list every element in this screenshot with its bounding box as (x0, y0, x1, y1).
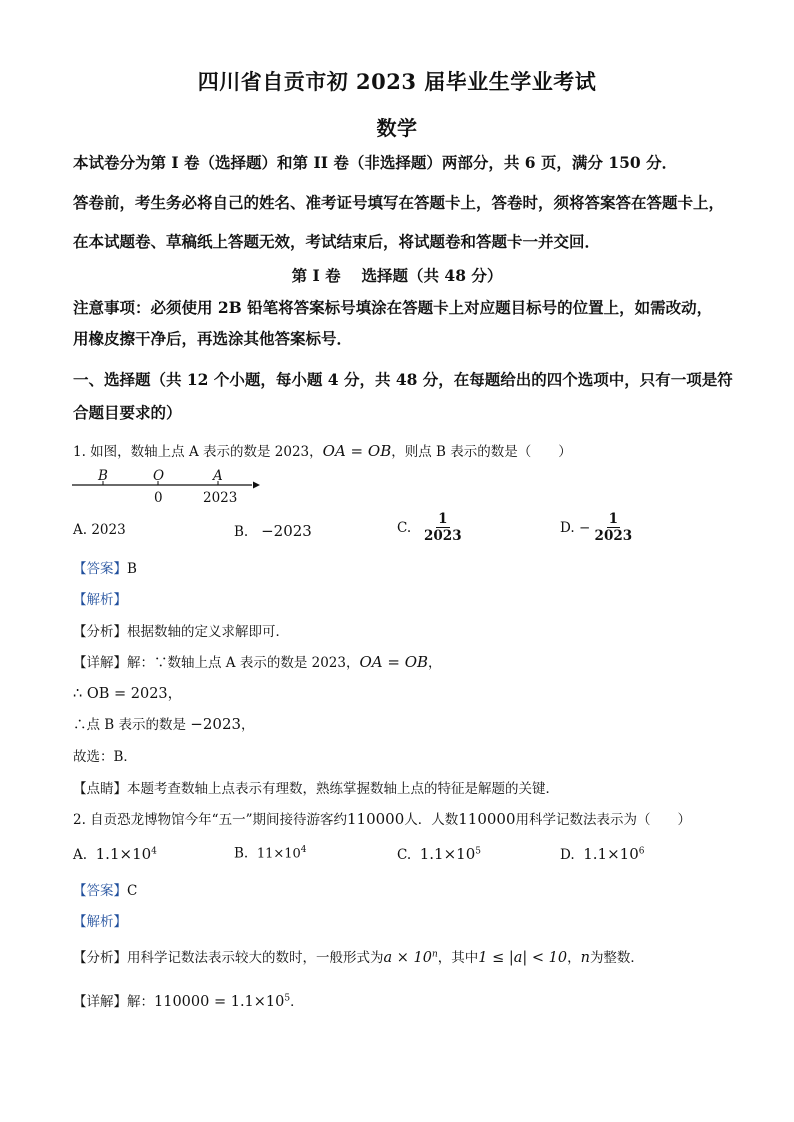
q1-option-c-denominator: 2023 (424, 528, 462, 544)
q2-option-a (73, 845, 157, 863)
q2-xiangjie-tag: 【详解】 (73, 994, 127, 1010)
q1-option-a-value: 2023 (91, 522, 126, 538)
q1-option-c-label: C. (397, 520, 412, 536)
q1-option-b-label: B. (234, 524, 249, 540)
q1-option-c-numerator: 1 (438, 511, 448, 527)
q1-step-1: ∴ OB = 2023， (73, 686, 183, 702)
q2-answer-tag: 【答案】 (73, 883, 127, 899)
q1-xiangjie-text: 解：∵数轴上点 A 表示的数是 2023， (127, 655, 360, 671)
q1-option-d-sign: − (578, 520, 591, 536)
q2-fenxi-math-1: a × 10 (383, 950, 432, 966)
q2-option-a-exponent: 4 (151, 846, 157, 857)
q1-step-2-text: ∴点 B 表示的数是 (73, 717, 191, 733)
q1-step-2-end: ， (241, 717, 255, 733)
q1-option-d-denominator: 2023 (594, 528, 633, 544)
q1-choose: 故选：B． (73, 749, 137, 765)
tick-label-2023: 2023 (203, 490, 238, 506)
q2-option-c-label: C. (397, 847, 412, 863)
q1-option-d-label: D. (560, 520, 575, 536)
q2-option-c-base: 1.1×10 (419, 845, 476, 863)
q2-option-d-exponent: 6 (638, 846, 645, 857)
q2-analysis-tag: 【解析】 (73, 914, 127, 930)
q1-option-a (73, 522, 126, 538)
q2-fenxi-n: n (580, 950, 590, 966)
q2-answer-value: C (127, 883, 138, 899)
part-heading: 第 I 卷 选择题（共 48 分） (291, 266, 503, 285)
q2-answer (73, 879, 137, 899)
q2-xiangjie (73, 990, 304, 1010)
q1-xiangjie-tag: 【详解】 (73, 655, 127, 671)
intro-line-3: 在本试题卷、草稿纸上答题无效，考试结束后，将试题卷和答题卡一并交回． (73, 232, 601, 251)
q2-option-b-exponent: 4 (300, 845, 307, 855)
q2-option-b (234, 845, 307, 862)
notice-line-2: 用橡皮擦干净后，再选涂其他答案标号． (73, 329, 353, 348)
q1-answer (73, 557, 137, 577)
point-o-label: O (153, 468, 165, 484)
q1-option-d (560, 511, 632, 545)
q1-option-b (234, 522, 312, 540)
q2-xiangjie-math: 110000 = 1.1×10 (154, 994, 285, 1010)
q2-option-d-base: 1.1×10 (583, 845, 639, 863)
q2-fenxi-exponent: n (431, 949, 438, 960)
q1-xiangjie-math: OA = OB (359, 653, 429, 671)
q1-step-2 (73, 713, 255, 733)
q2-stem-number-1: 110000 (346, 810, 405, 828)
q1-option-b-value: −2023 (261, 522, 312, 540)
q1-option-a-label: A. (73, 522, 88, 538)
q2-xiangjie-exponent: 5 (284, 993, 291, 1004)
intro-line-1: 本试卷分为第 I 卷（选择题）和第 II 卷（非选择题）两部分，共 6 页，满分 150 分． (73, 153, 678, 172)
q2-fenxi-text-a: 用科学记数法表示较大的数时，一般形式为 (127, 950, 384, 966)
q2-fenxi-text-c: ， (567, 950, 581, 966)
q2-option-d (560, 845, 644, 863)
q2-option-a-base: 1.1×10 (95, 845, 152, 863)
q2-fenxi-math-2: 1 ≤ |a| < 10 (478, 950, 568, 966)
subject-title: 数学 (376, 116, 418, 140)
q2-fenxi-text-b: ，其中 (437, 950, 479, 966)
q2-stem-text-a: 2. 自贡恐龙博物馆今年“五一”期间接待游客约 (73, 812, 347, 828)
q2-option-d-label: D. (560, 847, 575, 863)
q1-option-c (397, 511, 462, 545)
q1-stem-math: OA = OB (322, 442, 392, 460)
q1-answer-tag: 【答案】 (73, 561, 127, 577)
q1-xiangjie-end: ， (428, 655, 442, 671)
point-a-label: A (213, 468, 223, 484)
intro-line-2: 答卷前，考生务必将自己的姓名、准考证号填写在答题卡上，答卷时，须将答案答在答题卡上， (73, 193, 725, 212)
q1-fenxi-text: 根据数轴的定义求解即可． (127, 624, 289, 640)
q1-dianjing-text: 本题考查数轴上点表示有理数，熟练掌握数轴上点的特征是解题的关键． (127, 781, 559, 797)
q2-xiangjie-end: ． (290, 994, 304, 1010)
q2-stem-text-c: 用科学记数法表示为（ ） (515, 812, 692, 828)
q2-stem-text-b: 人．人数 (404, 812, 459, 828)
q2-option-c (397, 845, 481, 863)
q2-fenxi-tag: 【分析】 (73, 950, 127, 966)
q1-stem-text-a: 1. 如图，数轴上点 A 表示的数是 2023， (73, 444, 323, 460)
q2-fenxi (73, 946, 644, 966)
number-line-arrow (253, 482, 260, 489)
notice-line-1: 注意事项：必须使用 2B 铅笔将答案标号填涂在答题卡上对应题目标号的位置上，如需改动， (73, 298, 713, 317)
q2-xiangjie-text: 解： (127, 994, 154, 1010)
exam-title: 四川省自贡市初 2023 届毕业生学业考试 (197, 69, 597, 94)
q1-dianjing-tag: 【点睛】 (73, 781, 127, 797)
q1-option-d-numerator: 1 (608, 511, 619, 527)
q1-fenxi (73, 620, 289, 640)
q1-xiangjie (73, 651, 442, 671)
q1-stem (73, 440, 572, 460)
section-line-2: 合题目要求的） (73, 403, 182, 422)
tick-label-0: 0 (154, 490, 163, 506)
point-b-label: B (98, 468, 108, 484)
q2-stem (73, 808, 691, 828)
q1-fenxi-tag: 【分析】 (73, 624, 127, 640)
q2-option-b-base: 11×10 (256, 846, 301, 862)
q1-option-d-fraction (595, 511, 633, 545)
q2-option-a-label: A. (73, 847, 88, 863)
q2-fenxi-text-d: 为整数． (589, 950, 644, 966)
q1-analysis-tag: 【解析】 (73, 592, 127, 608)
q2-option-c-exponent: 5 (475, 846, 481, 857)
q1-step-2-math: −2023 (190, 715, 242, 733)
q2-stem-number-2: 110000 (458, 810, 516, 828)
q1-option-c-fraction (424, 511, 462, 545)
q1-answer-value: B (127, 561, 137, 577)
section-line-1: 一、选择题（共 12 个小题，每小题 4 分，共 48 分，在每题给出的四个选项中，只有一项是符 (73, 370, 733, 389)
q1-stem-text-b: ，则点 B 表示的数是（ ） (391, 444, 572, 460)
q1-dianjing (73, 777, 559, 797)
q2-option-b-label: B. (234, 845, 249, 862)
